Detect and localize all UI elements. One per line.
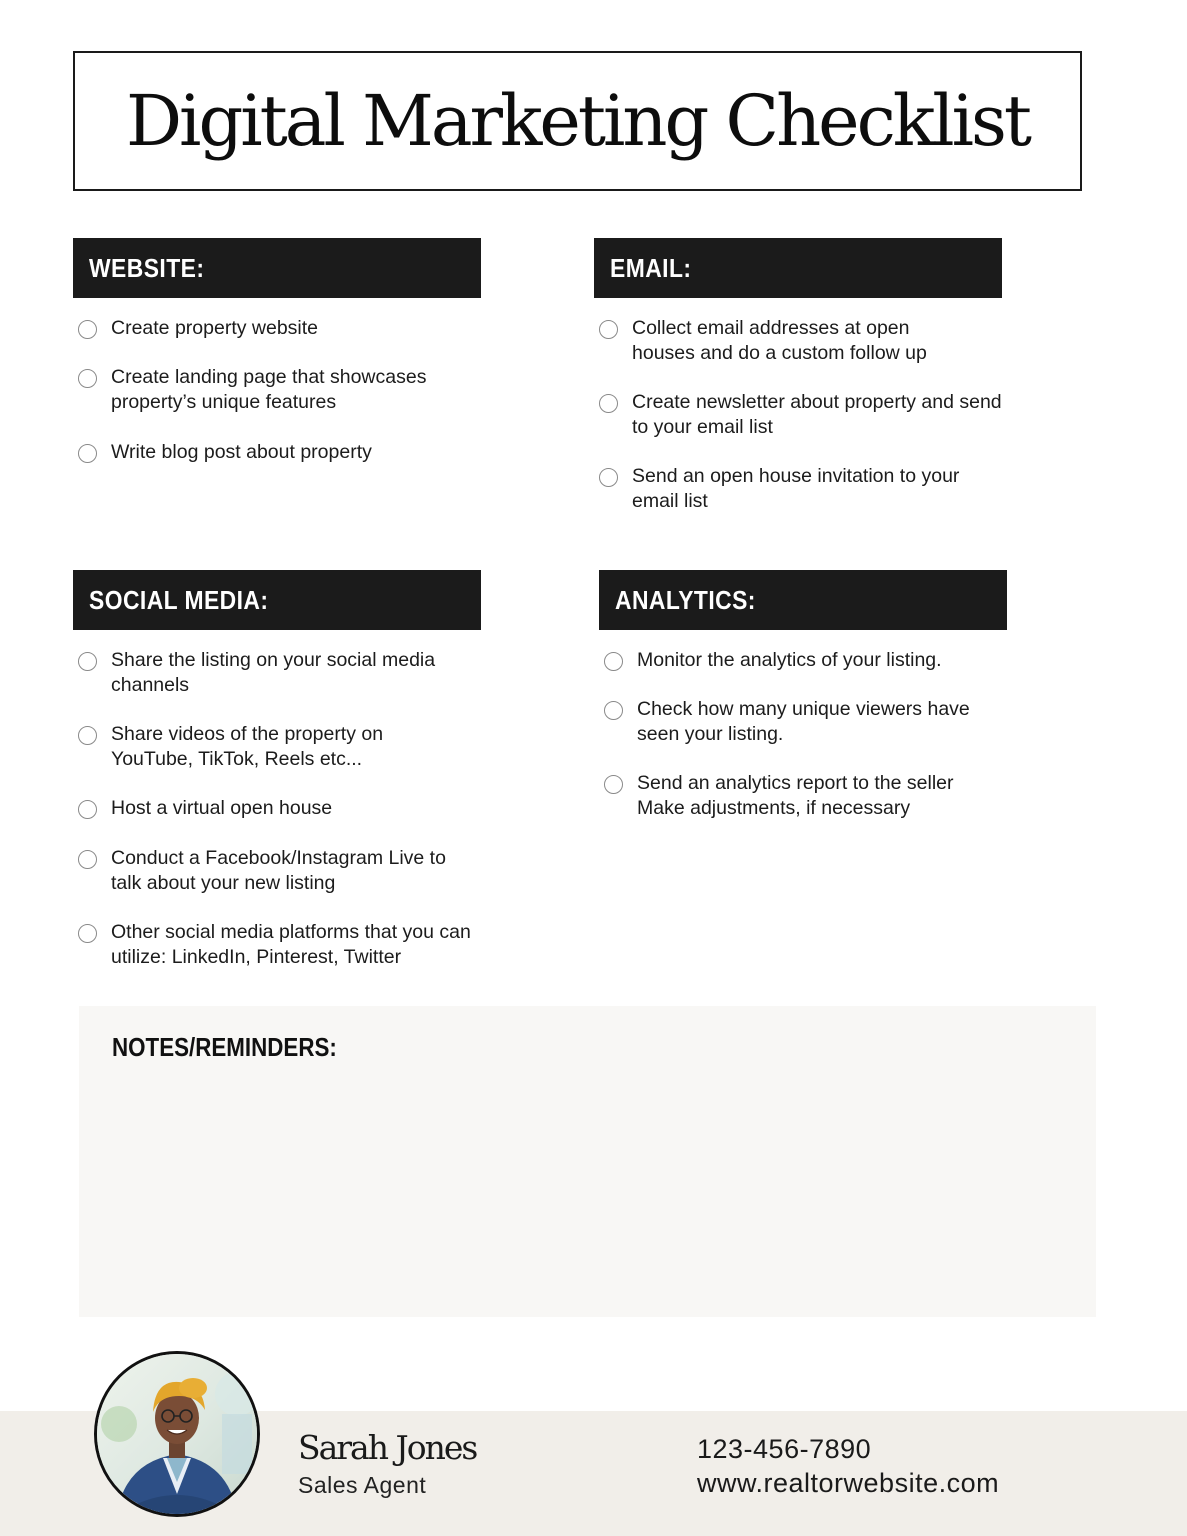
checkbox-circle[interactable] bbox=[78, 652, 97, 671]
page-title: Digital Marketing Checklist bbox=[125, 80, 1030, 162]
website-checklist bbox=[73, 316, 481, 465]
checkbox-circle[interactable] bbox=[78, 800, 97, 819]
checklist-item-text: Send an analytics report to the seller Make adjustments, if necessary bbox=[637, 772, 954, 819]
checkbox-circle[interactable] bbox=[599, 394, 618, 413]
analytics-section bbox=[599, 570, 1007, 821]
checkbox-circle[interactable] bbox=[78, 320, 97, 339]
checkbox-circle[interactable] bbox=[604, 701, 623, 720]
checklist-item bbox=[73, 796, 481, 821]
website-section bbox=[73, 238, 481, 465]
website-header-label: WEBSITE: bbox=[89, 252, 205, 283]
checklist-item bbox=[599, 648, 1007, 673]
analytics-header bbox=[599, 570, 1007, 630]
website-link[interactable]: www.realtorwebsite.com bbox=[697, 1468, 1000, 1498]
checklist-item bbox=[73, 365, 471, 415]
notes-title: NOTES/REMINDERS: bbox=[112, 1032, 337, 1062]
checklist-item-text: Share the listing on your social media channels bbox=[111, 649, 436, 696]
checklist-item-text: Create newsletter about property and send to your email list bbox=[632, 391, 1002, 438]
agent-photo bbox=[97, 1354, 257, 1514]
checklist-item bbox=[599, 771, 1002, 821]
agent-avatar bbox=[94, 1351, 260, 1517]
checkbox-circle[interactable] bbox=[78, 444, 97, 463]
checkbox-circle[interactable] bbox=[599, 468, 618, 487]
checkbox-circle[interactable] bbox=[78, 726, 97, 745]
phone-number[interactable]: 123-456-7890 bbox=[697, 1434, 872, 1464]
social-media-header bbox=[73, 570, 481, 630]
social-media-section bbox=[73, 570, 481, 970]
checklist-item-text: Conduct a Facebook/Instagram Live to talk about your new listing bbox=[111, 847, 446, 894]
checklist-item-text: Send an open house invitation to your email list bbox=[632, 465, 960, 512]
checklist-item-text: Host a virtual open house bbox=[111, 797, 333, 819]
email-section bbox=[594, 238, 1002, 514]
social-media-checklist bbox=[73, 648, 481, 970]
notes-box[interactable] bbox=[79, 1006, 1096, 1317]
checklist-item-text: Write blog post about property bbox=[111, 441, 372, 463]
checklist-item bbox=[594, 464, 962, 514]
checkbox-circle[interactable] bbox=[604, 775, 623, 794]
checklist-item-text: Check how many unique viewers have seen your listing. bbox=[637, 698, 970, 745]
checkbox-circle[interactable] bbox=[604, 652, 623, 671]
checklist-item bbox=[594, 316, 972, 366]
checkbox-circle[interactable] bbox=[78, 924, 97, 943]
website-header bbox=[73, 238, 481, 298]
analytics-checklist bbox=[599, 648, 1007, 821]
checklist-item-text: Other social media platforms that you can utilize: LinkedIn, Pinterest, Twitter bbox=[111, 921, 471, 968]
checklist-item bbox=[73, 846, 476, 896]
checkbox-circle[interactable] bbox=[78, 850, 97, 869]
checklist-item bbox=[594, 390, 1007, 440]
checklist-item bbox=[73, 722, 431, 772]
agent-role: Sales Agent bbox=[298, 1472, 427, 1498]
checkbox-circle[interactable] bbox=[78, 369, 97, 388]
checklist-item-text: Share videos of the property on YouTube, TikTok, Reels etc... bbox=[111, 723, 384, 770]
email-checklist bbox=[594, 316, 1002, 514]
checklist-item bbox=[73, 316, 481, 341]
checkbox-circle[interactable] bbox=[599, 320, 618, 339]
title-box bbox=[73, 51, 1082, 191]
checklist-item-text: Monitor the analytics of your listing. bbox=[637, 649, 942, 671]
checklist-item bbox=[73, 920, 491, 970]
checklist-item-text: Create landing page that showcases property’s unique features bbox=[111, 366, 427, 413]
checklist-item bbox=[73, 648, 481, 698]
email-header-label: EMAIL: bbox=[610, 252, 692, 283]
agent-name: Sarah Jones bbox=[298, 1428, 477, 1467]
social-media-header-label: SOCIAL MEDIA: bbox=[89, 584, 269, 615]
checklist-item bbox=[599, 697, 982, 747]
checklist-item-text: Collect email addresses at open houses and do a custom follow up bbox=[632, 317, 927, 364]
analytics-header-label: ANALYTICS: bbox=[615, 584, 756, 615]
checklist-item bbox=[73, 440, 481, 465]
checklist-item-text: Create property website bbox=[111, 317, 319, 339]
email-header bbox=[594, 238, 1002, 298]
